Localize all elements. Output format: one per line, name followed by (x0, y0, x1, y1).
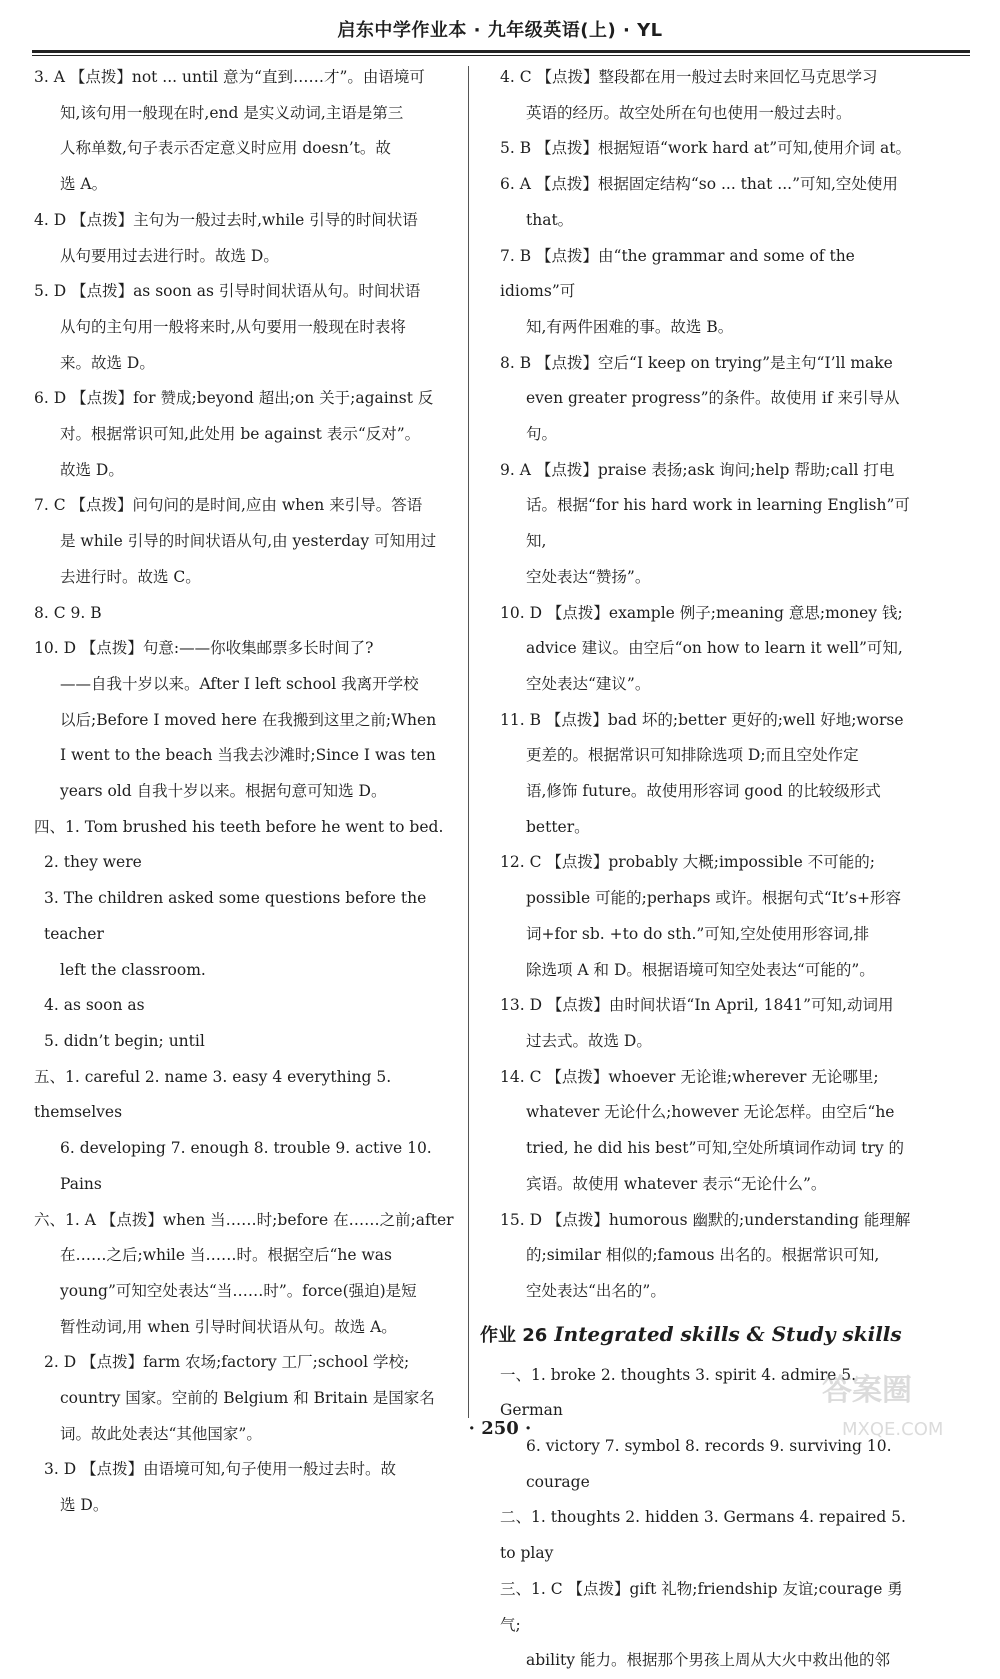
answer-continuation: advice 建议。由空后“on how to learn it well”可知, (526, 639, 903, 658)
column-divider (468, 66, 469, 1418)
answer-continuation: 是 while 引导的时间状语从句,由 yesterday 可知用过 (60, 532, 437, 551)
answer-entry (34, 596, 474, 632)
answer-continuation: 选 D。 (60, 1496, 109, 1515)
answer-entry (34, 1060, 474, 1131)
answer-line: 一、1. broke 2. thoughts 3. spirit 4. admire 5. German (500, 1365, 857, 1420)
answer-line: 13. D 【点拨】由时间状语“In April, 1841”可知,动词用 (500, 996, 894, 1015)
answer-entry (34, 381, 474, 488)
answer-entry (34, 881, 474, 988)
header-rule (32, 50, 970, 56)
answer-line: 二、1. thoughts 2. hidden 3. Germans 4. repaired 5. to play (500, 1508, 906, 1563)
answer-line: 三、1. C 【点拨】gift 礼物;friendship 友谊;courage 勇气; (500, 1579, 903, 1634)
answer-continuation: 去进行时。故选 C。 (60, 567, 201, 586)
answer-entry (34, 845, 474, 881)
answer-continuation: possible 可能的;perhaps 或许。根据句式“It’s+形容 (526, 889, 901, 908)
answer-continuation: 知,该句用一般现在时,end 是实义动词,主语是第三 (60, 103, 404, 122)
answer-line: 5. D 【点拨】as soon as 引导时间状语从句。时间状语 (34, 282, 421, 301)
answer-continuation: 知,有两件困难的事。故选 B。 (526, 317, 734, 336)
answer-entry (34, 1203, 474, 1346)
answer-entry (500, 60, 912, 131)
answer-continuation: 宾语。故使用 whatever 表示“无论什么”。 (526, 1174, 827, 1193)
answer-entry (500, 596, 912, 703)
answer-entry (500, 346, 912, 453)
answer-entry (500, 167, 912, 238)
answer-continuation: 语,修饰 future。故使用形容词 good 的比较级形式 (526, 782, 881, 801)
answer-line: 2. D 【点拨】farm 农场;factory 工厂;school 学校; (44, 1353, 410, 1372)
answer-line: 7. B 【点拨】由“the grammar and some of the idioms”可 (500, 246, 855, 301)
answer-continuation: 词+for sb. +to do sth.”可知,空处使用形容词,排 (526, 924, 870, 943)
answer-continuation: 的;similar 相似的;famous 出名的。根据常识可知, (526, 1246, 880, 1265)
answer-line: 3. D 【点拨】由语境可知,句子使用一般过去时。故 (44, 1460, 396, 1479)
answer-continuation: 人称单数,句子表示否定意义时应用 doesn’t。故 (60, 139, 391, 158)
answer-continuation: 更差的。根据常识可知排除选项 D;而且空处作定 (526, 746, 859, 765)
answer-line: 四、1. Tom brushed his teeth before he went to bed. (34, 817, 444, 836)
answer-continuation: even greater progress”的条件。故使用 if 来引导从句。 (526, 389, 900, 444)
answer-line: 14. C 【点拨】whoever 无论谁;wherever 无论哪里; (500, 1067, 879, 1086)
answer-line: 7. C 【点拨】问句问的是时间,应由 when 来引导。答语 (34, 496, 423, 515)
answer-continuation: 英语的经历。故空处所在句也使用一般过去时。 (526, 103, 852, 122)
answer-line: 5. didn’t begin; until (44, 1031, 205, 1050)
answer-entry (34, 1131, 474, 1202)
answer-continuation: 在……之后;while 当……时。根据空后“he was (60, 1246, 392, 1265)
answer-continuation: 话。根据“for his hard work in learning English”可知, (526, 496, 910, 551)
answer-continuation: that。 (526, 210, 574, 229)
answer-line: 6. D 【点拨】for 赞成;beyond 超出;on 关于;against 反 (34, 389, 434, 408)
answer-continuation: 从句要用过去进行时。故选 D。 (60, 246, 279, 265)
answer-entry (34, 988, 474, 1024)
answer-line: 4. as soon as (44, 996, 145, 1015)
left-column (34, 60, 474, 1524)
answer-entry (500, 1060, 912, 1203)
answer-entry (500, 845, 912, 988)
answer-entry (500, 988, 912, 1059)
running-header: 启东中学作业本 · 九年级英语(上) · YL (337, 20, 663, 41)
answer-entry (34, 810, 474, 846)
answer-continuation: 来。故选 D。 (60, 353, 155, 372)
answer-entry (500, 453, 912, 596)
answer-line: 10. D 【点拨】句意:——你收集邮票多长时间了? (34, 639, 374, 658)
answer-continuation: left the classroom. (60, 960, 206, 979)
answer-entry (500, 1572, 912, 1679)
answer-continuation: 选 A。 (60, 175, 108, 194)
answer-entry (34, 203, 474, 274)
answer-continuation: whatever 无论什么;however 无论怎样。由空后“he (526, 1103, 895, 1122)
answer-line: 8. C 9. B (34, 603, 102, 622)
answer-line: 12. C 【点拨】probably 大概;impossible 不可能的; (500, 853, 875, 872)
answer-continuation: 暂性动词,用 when 引导时间状语从句。故选 A。 (60, 1317, 397, 1336)
answer-continuation: ——自我十岁以来。After I left school 我离开学校 (60, 674, 419, 693)
answer-entry (34, 1452, 474, 1523)
answer-entry (500, 1203, 912, 1310)
right-column-answers (500, 60, 912, 1310)
answer-entry (500, 1500, 912, 1571)
answer-line: 9. A 【点拨】praise 表扬;ask 询问;help 帮助;call 打电 (500, 460, 895, 479)
svg-text:MXQE.COM: MXQE.COM (842, 1419, 944, 1440)
watermark-logo (812, 1360, 992, 1450)
answer-continuation: I went to the beach 当我去沙滩时;Since I was ten (60, 746, 436, 765)
answer-line: 8. B 【点拨】空后“I keep on trying”是主句“I’ll make (500, 353, 893, 372)
answer-continuation: 从句的主句用一般将来时,从句要用一般现在时表将 (60, 317, 406, 336)
answer-continuation: 过去式。故选 D。 (526, 1031, 652, 1050)
answer-entry (34, 1024, 474, 1060)
answer-continuation: young”可知空处表达“当……时”。force(强迫)是短 (60, 1281, 417, 1300)
answer-entry (500, 703, 912, 846)
answer-line: 五、1. careful 2. name 3. easy 4 everything 5. themselves (34, 1067, 392, 1122)
answer-line: 六、1. A 【点拨】when 当……时;before 在……之前;after (34, 1210, 454, 1229)
answer-line: 6. victory 7. symbol 8. records 9. surviving 10. courage (526, 1437, 892, 1491)
answer-entry (34, 60, 474, 203)
answer-line: 2. they were (44, 853, 142, 872)
answer-continuation: years old 自我十岁以来。根据句意可知选 D。 (60, 782, 387, 801)
answer-continuation: 词。故此处表达“其他国家”。 (60, 1424, 262, 1443)
answer-line: 4. D 【点拨】主句为一般过去时,while 引导的时间状语 (34, 210, 418, 229)
answer-line: 4. C 【点拨】整段都在用一般过去时来回忆马克思学习 (500, 68, 878, 86)
answer-line: 3. The children asked some questions before the teacher (44, 889, 427, 943)
answer-continuation: 空处表达“赞扬”。 (526, 567, 651, 586)
answer-continuation: 空处表达“建议”。 (526, 674, 651, 693)
answer-continuation: 对。根据常识可知,此处用 be against 表示“反对”。 (60, 425, 421, 444)
section-heading-26 (480, 1314, 912, 1356)
page-number: · 250 · (468, 1418, 532, 1439)
section-label: 作业 26 (480, 1324, 548, 1346)
answer-continuation: better。 (526, 817, 590, 836)
answer-continuation: 空处表达“出名的”。 (526, 1281, 666, 1300)
answer-continuation: 除选项 A 和 D。根据语境可知空处表达“可能的”。 (526, 960, 875, 979)
answer-line: 6. A 【点拨】根据固定结构“so ... that ...”可知,空处使用 (500, 175, 898, 194)
answer-continuation: country 国家。空前的 Belgium 和 Britain 是国家名 (60, 1389, 435, 1408)
answer-entry (34, 488, 474, 595)
answer-continuation: tried, he did his best”可知,空处所填词作动词 try 的 (526, 1139, 905, 1158)
answer-line: 10. D 【点拨】example 例子;meaning 意思;money 钱; (500, 603, 903, 622)
answer-line: 5. B 【点拨】根据短语“work hard at”可知,使用介词 at。 (500, 139, 911, 158)
answer-continuation: 以后;Before I moved here 在我搬到这里之前;When (60, 710, 437, 729)
answer-entry (500, 131, 912, 167)
svg-text:答案圈: 答案圈 (822, 1373, 912, 1408)
answer-line: 11. B 【点拨】bad 坏的;better 更好的;well 好地;worse (500, 710, 904, 729)
answer-line: 15. D 【点拨】humorous 幽默的;understanding 能理解 (500, 1210, 911, 1229)
answer-continuation: 故选 D。 (60, 460, 124, 479)
section-title: Integrated skills & Study skills (554, 1321, 902, 1346)
answer-line: 6. developing 7. enough 8. trouble 9. active 10. Pains (60, 1139, 432, 1193)
answer-line: 3. A 【点拨】not ... until 意为“直到……才”。由语境可 (34, 68, 425, 86)
answer-entry (34, 274, 474, 381)
answer-entry (34, 631, 474, 810)
answer-continuation: ability 能力。根据那个男孩上周从大火中救出他的邻 (526, 1651, 890, 1670)
answer-entry (500, 239, 912, 346)
